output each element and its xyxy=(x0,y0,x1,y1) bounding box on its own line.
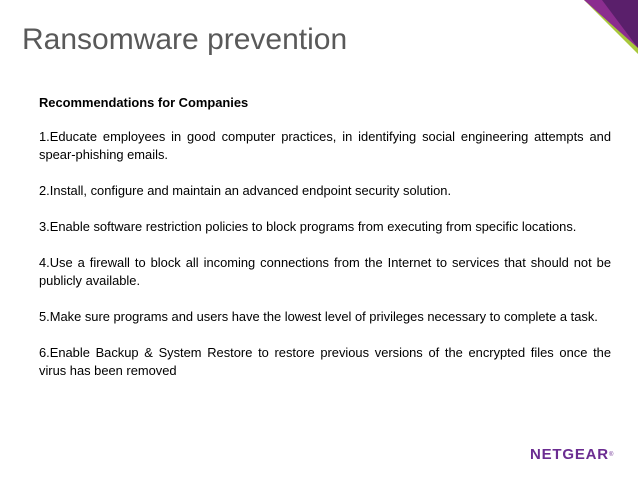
recommendation-item: 3.Enable software restriction policies to block programs from executing from specific locations. xyxy=(39,219,577,234)
recommendation-item: 4.Use a firewall to block all incoming connections from the Internet to services that should not be publicly available. xyxy=(39,255,611,288)
logo-text: NETGEAR xyxy=(530,446,609,463)
recommendation-item: 1.Educate employees in good computer practices, in identifying social engineering attempts and spear-phishing emails. xyxy=(39,129,611,162)
slide-title: Ransomware prevention xyxy=(22,23,348,56)
registered-mark: ® xyxy=(608,452,615,458)
recommendation-list xyxy=(39,128,611,380)
recommendation-item: 6.Enable Backup & System Restore to restore previous versions of the encrypted files once the virus has been removed xyxy=(39,345,611,378)
content-body xyxy=(39,94,611,398)
recommendation-item: 2.Install, configure and maintain an advanced endpoint security solution. xyxy=(39,183,452,198)
recommendation-item: 5.Make sure programs and users have the lowest level of privileges necessary to complete a task. xyxy=(39,309,598,324)
netgear-logo xyxy=(530,446,614,464)
corner-decoration xyxy=(584,0,638,54)
section-heading: Recommendations for Companies xyxy=(39,95,249,110)
